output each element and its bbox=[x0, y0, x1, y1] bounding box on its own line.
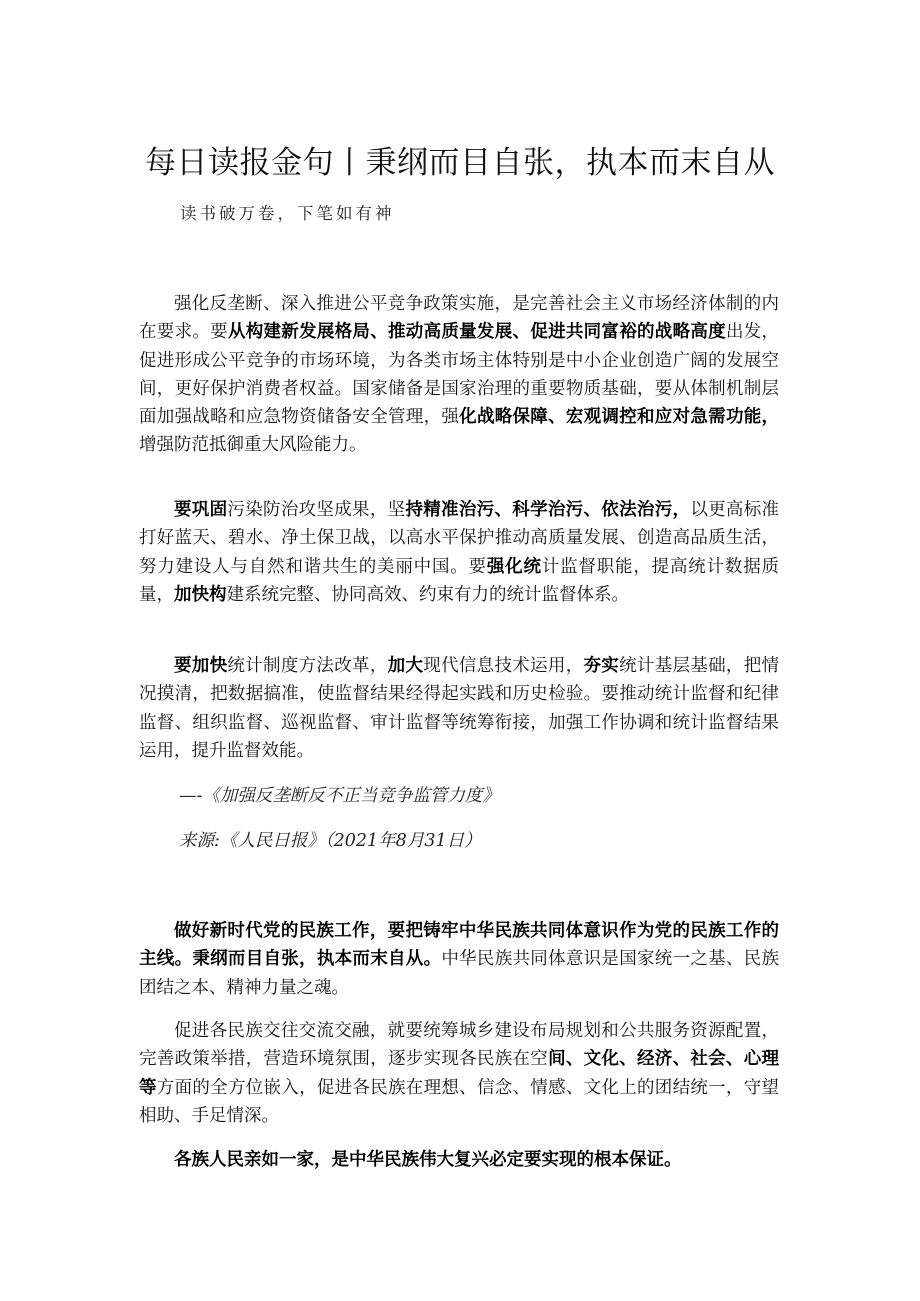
text-run: 现代信息技术运用， bbox=[423, 656, 584, 676]
source-block bbox=[139, 827, 779, 852]
text-run: 强化反垄断、深入推进公平竞争政策实施，是完善社会主义市场经济体制的内在要求。要 bbox=[139, 294, 779, 343]
text-run: 污染防治攻坚成果，坚 bbox=[227, 500, 406, 520]
bold-text-run: 做好新时代党的民族工作，要把铸牢中华民族共同体意识作为党的民族工作的主线。秉纲而目自张，执本而末自从。 bbox=[139, 921, 779, 970]
bold-text-run: 从构建新发展格局、推动高质量发展、促进共同富裕的战略高度 bbox=[227, 322, 726, 343]
text-run: 计监督职能，提高统计数据质量， bbox=[139, 556, 780, 605]
bold-text-run: 强化统 bbox=[486, 556, 542, 577]
bold-text-run: 要加快 bbox=[174, 656, 228, 676]
text-run: 方面的全方位嵌入，促进各民族在理想、信念、情感、文化上的团结统一，守望相助、手足情深。 bbox=[139, 1077, 780, 1126]
text-run: 统计制度方法改革， bbox=[227, 656, 388, 676]
page-title: 每日读报金句丨秉纲而目自张，执本而末自从 bbox=[145, 145, 775, 181]
bold-text-run: 加大 bbox=[387, 656, 424, 676]
bold-text-run: 加快构 bbox=[174, 584, 227, 605]
paragraph-block bbox=[139, 496, 779, 609]
paragraph-block bbox=[139, 917, 779, 1002]
bold-text-run: 持精准治污、科学治污、依法治污， bbox=[405, 500, 691, 520]
paragraph bbox=[139, 290, 779, 460]
paragraph bbox=[139, 496, 779, 609]
page-subtitle: 读书破万卷，下笔如有神 bbox=[180, 204, 395, 223]
bold-text-run: 化战略保障、宏观调控和应对急需功能， bbox=[459, 407, 780, 428]
text-run: 统计基层基础，把情况摸清，把数据搞准，使监督结果经得起实践和历史检验。要推动统计监督和纪律监督、组织监督、巡视监督、审计监督等统筹衔接，加强工作协调和统计监督结果运用，提升监督效能。 bbox=[139, 656, 780, 761]
text-run: 建系统完整、协同高效、约束有力的统计监督体系。 bbox=[226, 584, 629, 605]
bold-text-run: 夯实 bbox=[583, 656, 620, 676]
paragraph bbox=[139, 917, 779, 1002]
text-run: 出发，促进形成公平竞争的市场环境，为各类市场主体特别是中小企业创造广阔的发展空间，更好保护消费者权益。国家储备是国家治理的重要物质基础，要从体制机制层面加强战略和应急物资储备安全管理，强 bbox=[139, 322, 780, 428]
paragraph bbox=[139, 1017, 779, 1130]
paragraph bbox=[139, 652, 779, 765]
citation-block bbox=[139, 782, 779, 807]
bold-text-run: 各族人民亲如一家，是中华民族伟大复兴必定要实现的根本保证。 bbox=[174, 1150, 682, 1170]
text-run: 增强防范抵御重大风险能力。 bbox=[139, 435, 367, 456]
paragraph-block bbox=[139, 290, 779, 460]
text-run: 促进各民族交往交流交融，就要统筹城乡建设布局规划和公共服务资源配置，完善政策举措，营造环境氛围，逐步实现各民族在空 bbox=[139, 1021, 779, 1070]
paragraph-block bbox=[139, 1146, 779, 1174]
text-run: 以更高标准打好蓝天、碧水、净土保卫战，以高水平保护推动高质量发展、创造高品质生活，努力建设人与自然和谐共生的美丽中国。要 bbox=[139, 500, 780, 577]
bold-text-run: 间、文化、经济、社会、心理等 bbox=[139, 1049, 780, 1098]
article-citation: —-《加强反垄断反不正当竞争监管力度》 bbox=[179, 786, 500, 806]
paragraph-block bbox=[139, 1017, 779, 1130]
paragraph bbox=[139, 1146, 779, 1174]
source-line: 来源:《人民日报》（2021年8月31日） bbox=[179, 831, 482, 851]
bold-text-run: 要巩固 bbox=[174, 500, 228, 520]
text-run: 中华民族共同体意识是国家统一之基、民族团结之本、精神力量之魂。 bbox=[139, 949, 780, 998]
paragraph-block bbox=[139, 652, 779, 765]
